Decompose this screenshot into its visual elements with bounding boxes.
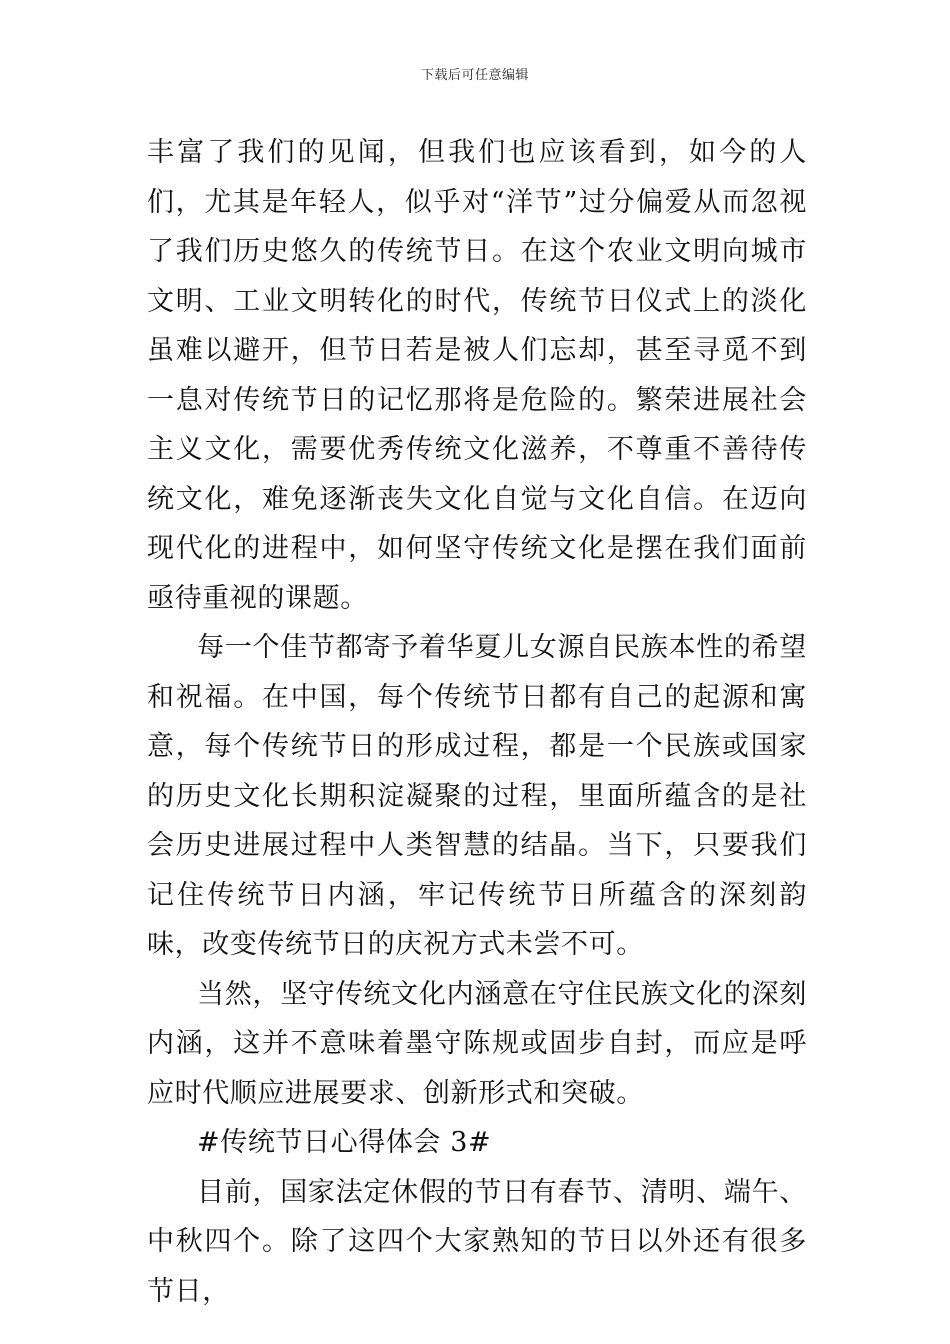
- page-header: 下载后可任意编辑: [420, 68, 529, 83]
- paragraph-1: 丰富了我们的见闻，但我们也应该看到，如今的人们，尤其是年轻人，似乎对“洋节”过分偏爱从而忽视了我们历史悠久的传统节日。在这个农业文明向城市文明、工业文明转化的时代，传统节日仪式上的淡化虽难以避开，但节日若是被人们忘却，甚至寻觅不到一息对传统节日的记忆那将是危险的。繁荣进展社会主义文化，需要优秀传统文化滋养，不尊重不善待传统文化，难免逐渐丧失文化自觉与文化自信。在迈向现代化的进程中，如何坚守传统文化是摆在我们面前亟待重视的课题。: [147, 137, 807, 614]
- document-body: [147, 128, 807, 1316]
- paragraph-2: 每一个佳节都寄予着华夏儿女源自民族本性的希望和祝福。在中国，每个传统节日都有自己的起源和寓意，每个传统节日的形成过程，都是一个民族或国家的历史文化长期积淀凝聚的过程，里面所蕴含的是社会历史进展过程中人类智慧的结晶。当下，只要我们记住传统节日内涵，牢记传统节日所蕴含的深刻韵味，改变传统节日的庆祝方式未尝不可。: [147, 632, 807, 960]
- paragraph-3: 当然，坚守传统文化内涵意在守住民族文化的深刻内涵，这并不意味着墨守陈规或固步自封，而应是呼应时代顺应进展要求、创新形式和突破。: [147, 978, 807, 1109]
- paragraph-4: 目前，国家法定休假的节日有春节、清明、端午、中秋四个。除了这四个大家熟知的节日以外还有很多节日，: [147, 1176, 807, 1307]
- section-heading: #传统节日心得体会 3#: [197, 1127, 492, 1158]
